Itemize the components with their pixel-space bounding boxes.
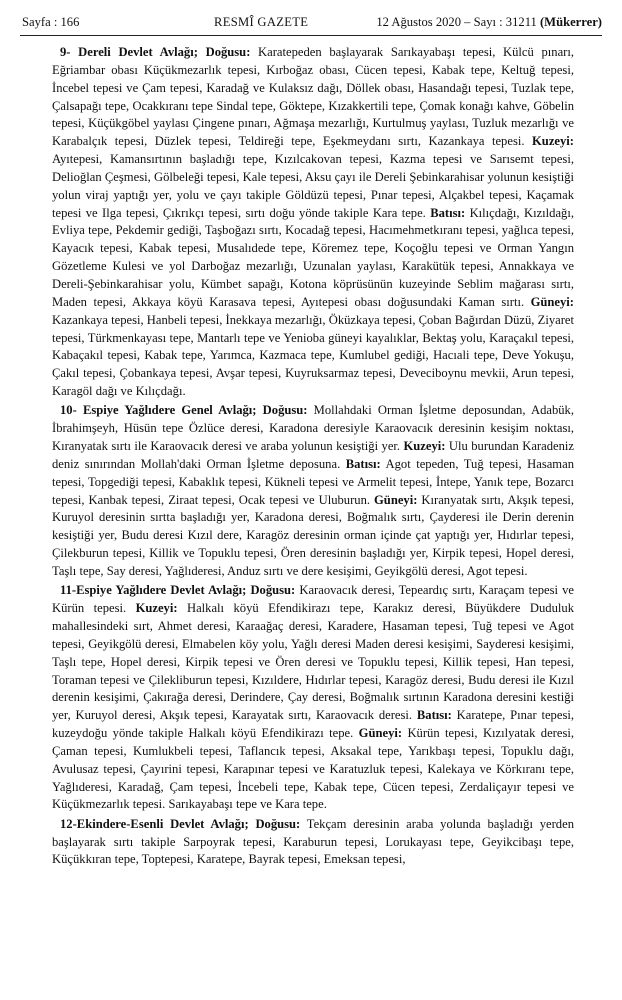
page-number: Sayfa : 166 [22, 15, 80, 29]
text-run: Ulu burundan Karadeniz deniz sınırından Mollah'daki Orman İşletme deposuna. [52, 439, 574, 471]
edition-label: (Mükerrer) [539, 15, 602, 29]
bold-label: Doğusu: [250, 583, 296, 598]
bold-label: Batısı: [345, 456, 381, 471]
bold-label: Doğusu: [262, 403, 308, 418]
text-run: Kürün tepesi, Kızılyatak deresi, Çaman tepesi, Kumlukbeli tepesi, Taflancık tepesi, Aksakal tepe, Yarıkbaşı tepesi, Topuklu dağı, Avulusaz tepesi, Çayırini tepesi, Karapınar tepesi ve Karatuzluk tepesi, Kalekaya ve Körkıranı tepe, Yağlıderesi, Karadağ, Çam tepesi, İncebeli tepe, Kabak tepe, Cücen tepesi, Zerdaliçayır tepesi ve Küçükmezarlık tepesi. Sarıkayabaşı tepe ve Kara tepe. [52, 726, 575, 812]
page-header [22, 13, 602, 31]
bold-label: 9- Dereli Devlet Avlağı; [60, 45, 206, 59]
paragraph [52, 816, 574, 870]
text-run: Agot tepeden, Tuğ tepesi, Hasaman tepesi, Topgediği tepesi, Kabaklık tepesi, Kükneli tepesi ve Armelit tepesi, İntepe, Yanık tepe, Bozarcı tepesi, Kanbak tepesi, Ziraat tepesi, Ocak tepesi ve Uluburun. [52, 456, 574, 507]
document-body [52, 44, 574, 871]
bold-label: Kuzeyi: [135, 601, 178, 616]
text-run: Kılıçdağı, Kızıldağı, Evliya tepe, Pekdemir gediği, Taşboğazı sırtı, Kocadağ tepesi, Hacımehmetkıranı tepesi, yağlıca tepesi, Kayacık tepesi, Kabak tepesi, Musalıdede tepe, Köremez tepe, Koçoğlu tepesi ve Orman Yangın Gözetleme Kulesi ve yol Darboğaz mezarlığı, Uzunalan yaylası, Karakütük tepesi, Annakkaya ve Dereli-Şebinkarahisar yolu, Kümbet sapağı, Kotona köprüsünün kuzeyinde Seblim mağarası sırtı, Maden tepesi, Akkaya köyü Karasava tepesi, Ayıtepesi obası doğusundaki Kaman sırtı. [52, 205, 574, 309]
bold-label: Güneyi: [530, 294, 574, 309]
issue-info [376, 13, 602, 31]
text-run: Kıranyatak sırtı, Akşık tepesi, Kuruyol deresinin sırtta başladığı yer, Karadona deresi, Boğmalık sırtı, Çayderesi ile Derin derenin kesiştiği yer, Budu deresi Kızıl dere, Karagöz deresinin orman içinde çat yaptığı yer, Hıdırlar tepesi, Çilekburun tepesi, Killik ve Topuklu tepesi, Ören deresinin başladığı yer, Kirpik tepesi, Hopel deresi, Taşlı tepe, Say deresi, Yağlıderesi, Anduz sırtı ve dere kesişimi, Geyikgölü deresi, Agot tepesi. [52, 492, 574, 578]
bold-label: 11-Espiye Yağlıdere Devlet Avlağı; [60, 583, 251, 598]
text-run: Mollahdaki Orman İşletme deposundan, Adabük, İbrahimşeyh, Hüsün tepe Özlüce deresi, Karadona deresiyle Karaovacık deresinin kesişim noktası, Kıranyatak sırtı ile Karaovacık deresi ve araba yolunun kesiştiği yer. [52, 403, 574, 454]
text-run: Karaovacık deresi, Tepeardıç sırtı, Karaçam tepesi ve Kürün tepesi. [52, 583, 574, 616]
issue-date-number: 12 Ağustos 2020 – Sayı : 31211 [376, 15, 537, 29]
bold-label: 12-Ekindere-Esenli Devlet Avlağı; [60, 816, 256, 831]
text-run: Kazankaya tepesi, Hanbeli tepesi, İnekkaya mezarlığı, Öküzkaya tepesi, Çoban Bağırdan Düzü, Ziyaret tepesi, Türkmenkayası tepe, Mantarlı tepe ve Yenioba güneyi kayalıklar, Bektaş yolu, Karaçakıl tepesi, Kabaçakıl tepesi, Kabak tepe, Yarımca, Kazmaca tepe, Kumlubel gediği, Hacıali tepe, Deve Yokuşu, Çakıl tepesi, Çobankaya tepesi, Avşar tepesi, Kuyruksarmaz tepesi, Deveciboynu mevkii, Arun tepesi, Karagöl dağı ve Kılıçdağı. [52, 312, 574, 399]
bold-label: Batısı: [430, 205, 466, 220]
bold-label: Kuzeyi: [532, 134, 574, 149]
text-run: Halkalı köyü Efendikirazı tepe, Karakız deresi, Büyükdere Duduluk mahallesindeki sırt, Ahmet deresi, Karaağaç deresi, Karadere, Hasaman tepesi, Tuğ tepesi ve Agot tepesi, Geyikgölü deresi, Elmabelen köy yolu, Yağlı deresi Maden deresi kesişimi, Sayderesi kesişimi, Taşlı tepe, Hopel deresi, Kirpik tepesi ve Ören deresi ve Topuklu tepesi, Killik tepesi, Han tepesi, Toraman tepesi ve Çilekliburun tepesi, Kızıldere, Hıdırlar tepesi, Karagöz deresi, Budu deresi ile Kızıl derenin kesişimi, Çakırağa deresi, Derindere, Çay deresi, Boğmalık sırtının Karadona deresini kestiği yer, Kuruyol deresi, Akşık tepesi, Karayatak sırtı, Karaovacık deresi. [52, 601, 574, 723]
bold-label: Doğusu: [205, 45, 251, 59]
text-run: Karatepe, Pınar tepesi, kuzeydoğu yönde takiple Halkalı köyü Efendikirazı tepe. [52, 708, 574, 741]
text-run: Tekçam deresinin araba yolunda başladığı yerden başlayarak sırtı takiple Sarpoyrak tepesi, Karaburun tepesi, Lorukayası tepe, Geyikcibaşı tepe, Küçükkıran tepe, Toptepesi, Karatepe, Bayrak tepesi, Emeksan tepesi, [52, 816, 574, 867]
bold-label: Güneyi: [374, 492, 418, 507]
header-divider [20, 35, 602, 36]
bold-label: Kuzeyi: [403, 439, 446, 454]
bold-label: Batısı: [416, 708, 452, 723]
bold-label: Güneyi: [358, 726, 403, 741]
text-run: Karatepeden başlayarak Sarıkayabaşı tepesi, Külcü pınarı, Eğriambar obası Küçükmezarlık tepesi, Kırboğaz obası, Cücen tepesi, Kabak tepe, Keltuğ tepesi, İncebel tepesi ve Çam tepesi, Karadağ ve Kulaksız dağı, Döllek obası, Hasandağı tepesi, Tuzlak tepe, Çalsapağı tepe, Ocakkıranı tepe Sindal tepe, Göktepe, Kızakkertili tepe, Çomak konağı kahve, Göbelin tepesi, Küçükgöbel yaylası Çingene pınarı, Ağmaşa mezarlığı, Kurtulmuş yaylası, Tuzluk mezarlığı ve Karabalçık tepesi, Düzlek tepesi, Teldireği tepe, Eşekmeydanı sırtı, Kazankaya tepesi. [52, 45, 575, 149]
paragraph [52, 44, 574, 401]
bold-label: 10- Espiye Yağlıdere Genel Avlağı; [60, 403, 263, 418]
paragraph [52, 402, 574, 580]
publication-title: RESMÎ GAZETE [214, 15, 309, 29]
bold-label: Doğusu: [255, 816, 301, 831]
text-run: Ayıtepesi, Kamansırtının başladığı tepe, Kızılcakovan tepesi, Kazma tepesi ve Sarısemt tepesi, Delioğlan Çeşmesi, Gölbeleği tepesi, Kale tepesi, Aksu çayı ile Dereli Şebinkarahisar yolunun kesiştiği yolun viraj yaptığı yer, yolu ve çayı takiple Göldüzü tepesi, Pınar tepesi, Alçakbel tepesi, Kaçamak tepesi ve Ilga tepesi, Çıkrıkçı tepesi, sırtı doğu yönde takiple Kara tepe. [52, 152, 574, 220]
paragraph [52, 582, 574, 814]
